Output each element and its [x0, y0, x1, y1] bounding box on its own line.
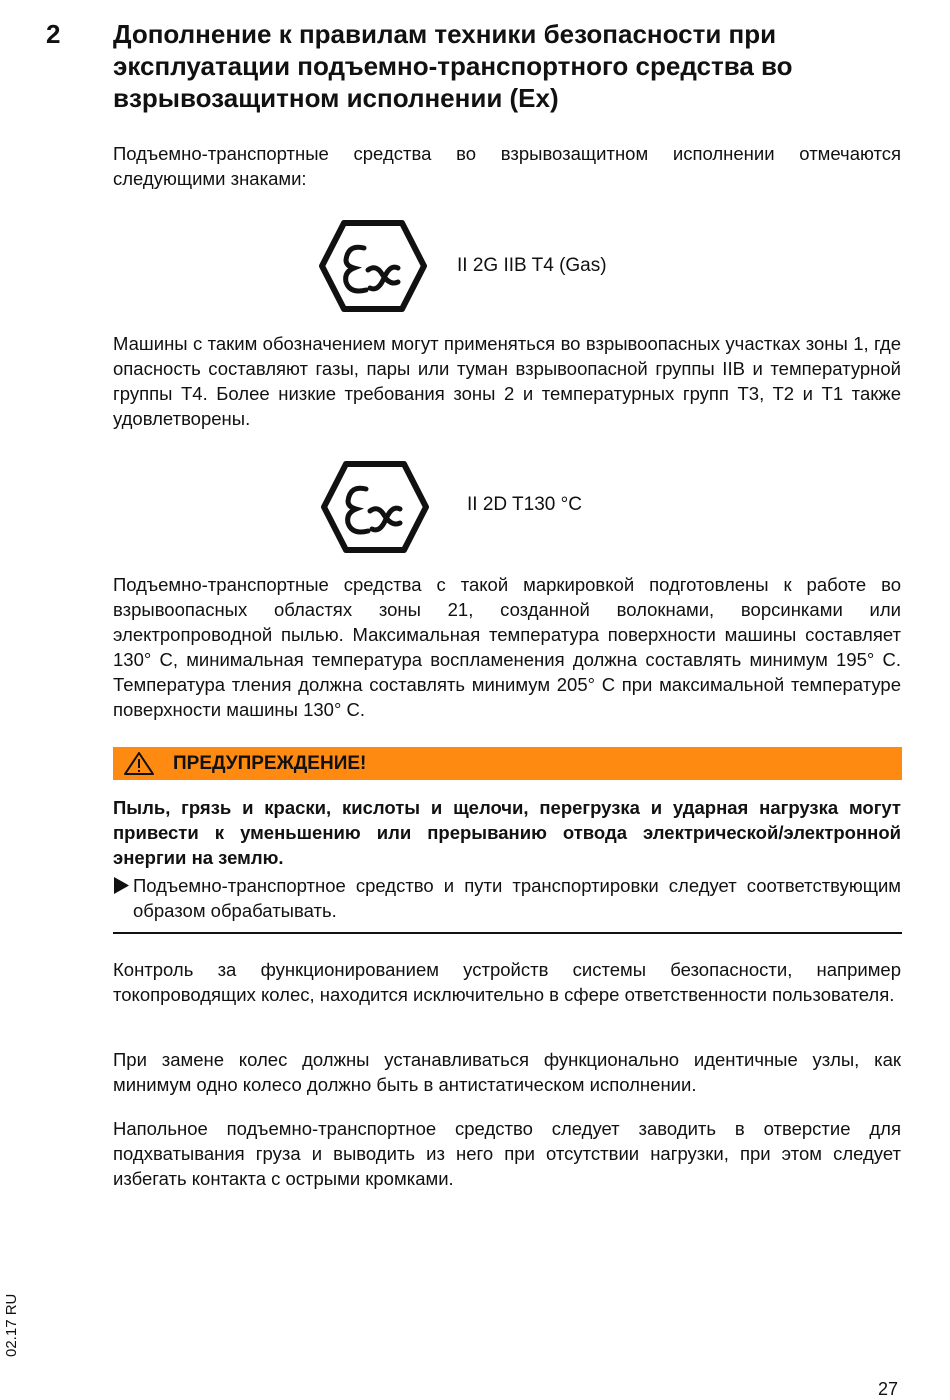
paragraph-wheel-replacement: При замене колес должны устанавливаться функционально идентичные узлы, как минимум одно колесо должно быть в антистатическом исполнении.: [113, 1049, 901, 1095]
intro-paragraph: Подъемно-транспортные средства во взрывозащитном исполнении отмечаются следующими знаками:: [113, 143, 901, 189]
arrow-right-icon: [113, 877, 129, 899]
paragraph-safety-control: Контроль за функционированием устройств системы безопасности, например токопроводящих колес, находится исключительно в сфере ответственности пользователя.: [113, 959, 901, 1005]
warning-instruction-text: Подъемно-транспортное средство и пути транспортировки следует соответствующим образом обрабатывать.: [133, 875, 901, 921]
gas-mark-description: Машины с таким обозначением могут применяться во взрывоопасных участках зоны 1, где опасность составляют газы, пары или туман взрывоопасной группы IIB и температурной группы T4. Более низкие требования зоны 2 и температурных групп T3, T2 и T1 также удовлетворены.: [113, 333, 901, 429]
ex-mark-dust: [320, 461, 430, 553]
warning-text: Пыль, грязь и краски, кислоты и щелочи, перегрузка и ударная нагрузка могут привести к уменьшению или прерыванию отвода электрической/электронной энергии на землю.: [113, 797, 901, 868]
warning-bar: [113, 747, 902, 780]
section-number: 2: [46, 19, 61, 49]
warning-label: ПРЕДУПРЕЖДЕНИЕ!: [173, 753, 367, 774]
warning-instruction: [113, 873, 901, 923]
section-title: Дополнение к правилам техники безопасности при эксплуатации подъемно-транспортного средства во взрывозащитном исполнении (Ex): [113, 19, 793, 113]
ex-mark-gas-code: II 2G IIB T4 (Gas): [457, 255, 607, 276]
warning-triangle-icon: [123, 751, 155, 781]
page-number: 27: [878, 1379, 899, 1399]
document-code: 02.17 RU: [3, 1293, 20, 1357]
divider: [113, 932, 902, 934]
paragraph-entry-exit: Напольное подъемно-транспортное средство следует заводить в отверстие для подхватывания груза и выводить из него при отсутствии нагрузки, при этом следует избегать контакта с острыми кромками.: [113, 1118, 901, 1189]
ex-mark-gas: [318, 220, 428, 312]
dust-mark-description: Подъемно-транспортные средства с такой маркировкой подготовлены к работе во взрывоопасных областях зоны 21, созданной волокнами, ворсинками или электропроводной пылью. Максимальная температура поверхности машины составляет 130° C, минимальная температура воспламенения должна составлять минимум 195° C. Температура тления должна составлять минимум 205° C при максимальной температуре поверхности машины 130° C.: [113, 574, 901, 720]
ex-mark-dust-code: II 2D T130 °C: [467, 494, 582, 515]
ex-hexagon-icon: [318, 220, 428, 312]
ex-hexagon-icon: [320, 461, 430, 553]
